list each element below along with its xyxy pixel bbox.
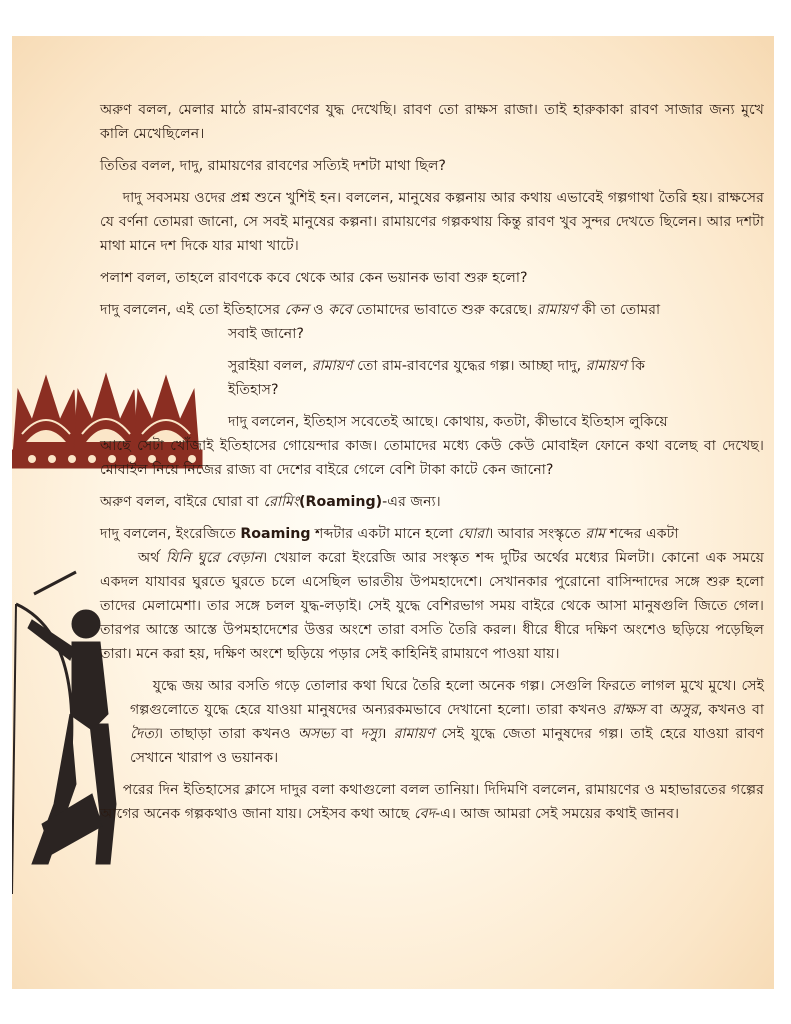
paragraph-6: সুরাইয়া বলল, রামায়ণ তো রাম-রাবণের যুদ্ধের গল্প। আচ্ছা দাদু, রামায়ণ কি ইতিহাস?	[228, 358, 646, 398]
paragraph-11: পরের দিন ইতিহাসের ক্লাসে দাদুর বলা কথাগুলো বলল তানিয়া। দিদিমণি বললেন, রামায়ণের ও মহাভারতের গল্পের আগের অনেক গল্পকথাও জানা যায়। সেইসব কথা আছে বেদ-এ। আজ আমরা সেই সময়ের কথাই জানব।	[100, 782, 764, 822]
paragraph-2: তিতির বলল, দাদু, রামায়ণের রাবণের সত্যিই দশটা মাথা ছিল?	[100, 158, 446, 174]
paragraph-4: পলাশ বলল, তাহলে রাবণকে কবে থেকে আর কেন ভয়ানক ভাবা শুরু হলো?	[100, 270, 528, 286]
paragraph-1: অরুণ বলল, মেলার মাঠে রাম-রাবণের যুদ্ধ দেখেছি। রাবণ তো রাক্ষস রাজা। তাই হারুকাকা রাবণ সাজার জন্য মুখে কালি মেখেছিলেন।	[100, 102, 764, 142]
story-text	[100, 98, 764, 834]
paragraph-8: অরুণ বলল, বাইরে ঘোরা বা রোমিং(Roaming)-এর জন্য।	[100, 494, 441, 510]
paragraph-3: দাদু সবসময় ওদের প্রশ্ন শুনে খুশিই হন। বললেন, মানুষের কল্পনায় আর কথায় এভাবেই গল্পগাথা তৈরি হয়। রাক্ষসের যে বর্ণনা তোমরা জানো, সে সবই মানুষের কল্পনা। রামায়ণের গল্পকথায় কিন্তু রাবণ খুব সুন্দর দেখতে ছিলেন। আর দশটা মাথা মানে দশ দিকে যার মাথা খাটে।	[100, 190, 764, 254]
textbook-page	[12, 36, 774, 989]
paragraph-5: দাদু বললেন, এই তো ইতিহাসের কেন ও কবে তোমাদের ভাবাতে শুরু করেছে। রামায়ণ কী তা তোমরা সবাই জানো?	[100, 302, 661, 342]
paragraph-9: দাদু বললেন, ইংরেজিতে Roaming শব্দটার একটা মানে হলো ঘোরা। আবার সংস্কৃতে রাম শব্দের একটা অর্থ যিনি ঘুরে বেড়ান। খেয়াল করো ইংরেজি আর সংস্কৃত শব্দ দুটির অর্থের মধ্যের মিলটা। কোনো এক সময়ে একদল যাযাবর ঘুরতে ঘুরতে চলে এসেছিল ভারতীয় উপমহাদেশে। সেখানকার পুরোনো বাসিন্দাদের সঙ্গে শুরু হলো তাদের মেলামেশা। তার সঙ্গে চলল যুদ্ধ-লড়াই। সেই যুদ্ধে বেশিরভাগ সময় বাইরে থেকে আসা মানুষগুলি জিতে গেল। তারপর আস্তে আস্তে উপমহাদেশের উত্তর অংশে তারা বসতি তৈরি করল। ধীরে ধীরে দক্ষিণ অংশেও ছড়িয়ে পড়েছিল তারা। মনে করা হয়, দক্ষিণ অংশে ছড়িয়ে পড়ার সেই কাহিনিই রামায়ণে পাওয়া যায়।	[100, 526, 764, 662]
paragraph-10: যুদ্ধে জয় আর বসতি গড়ে তোলার কথা ঘিরে তৈরি হলো অনেক গল্প। সেগুলি ফিরতে লাগল মুখে মুখে। সেই গল্পগুলোতে যুদ্ধে হেরে যাওয়া মানুষদের অন্যরকমভাবে দেখানো হলো। তারা কখনও রাক্ষস বা অসুর, কখনও বা দৈত্য। তাছাড়া তারা কখনও অসভ্য বা দস্যু। রামায়ণ সেই যুদ্ধে জেতা মানুষদের গল্প। তাই হেরে যাওয়া রাবণ সেখানে খারাপ ও ভয়ানক।	[130, 678, 765, 766]
paragraph-7: দাদু বললেন, ইতিহাস সবেতেই আছে। কোথায়, কতটা, কীভাবে ইতিহাস লুকিয়ে আছে সেটা খোঁজাই ইতিহাসের গোয়েন্দার কাজ। তোমাদের মধ্যে কেউ কেউ মোবাইল ফোনে কথা বলেছ বা দেখেছ। মোবাইল নিয়ে নিজের রাজ্য বা দেশের বাইরে গেলে বেশি টাকা কাটে কেন জানো?	[100, 414, 764, 478]
